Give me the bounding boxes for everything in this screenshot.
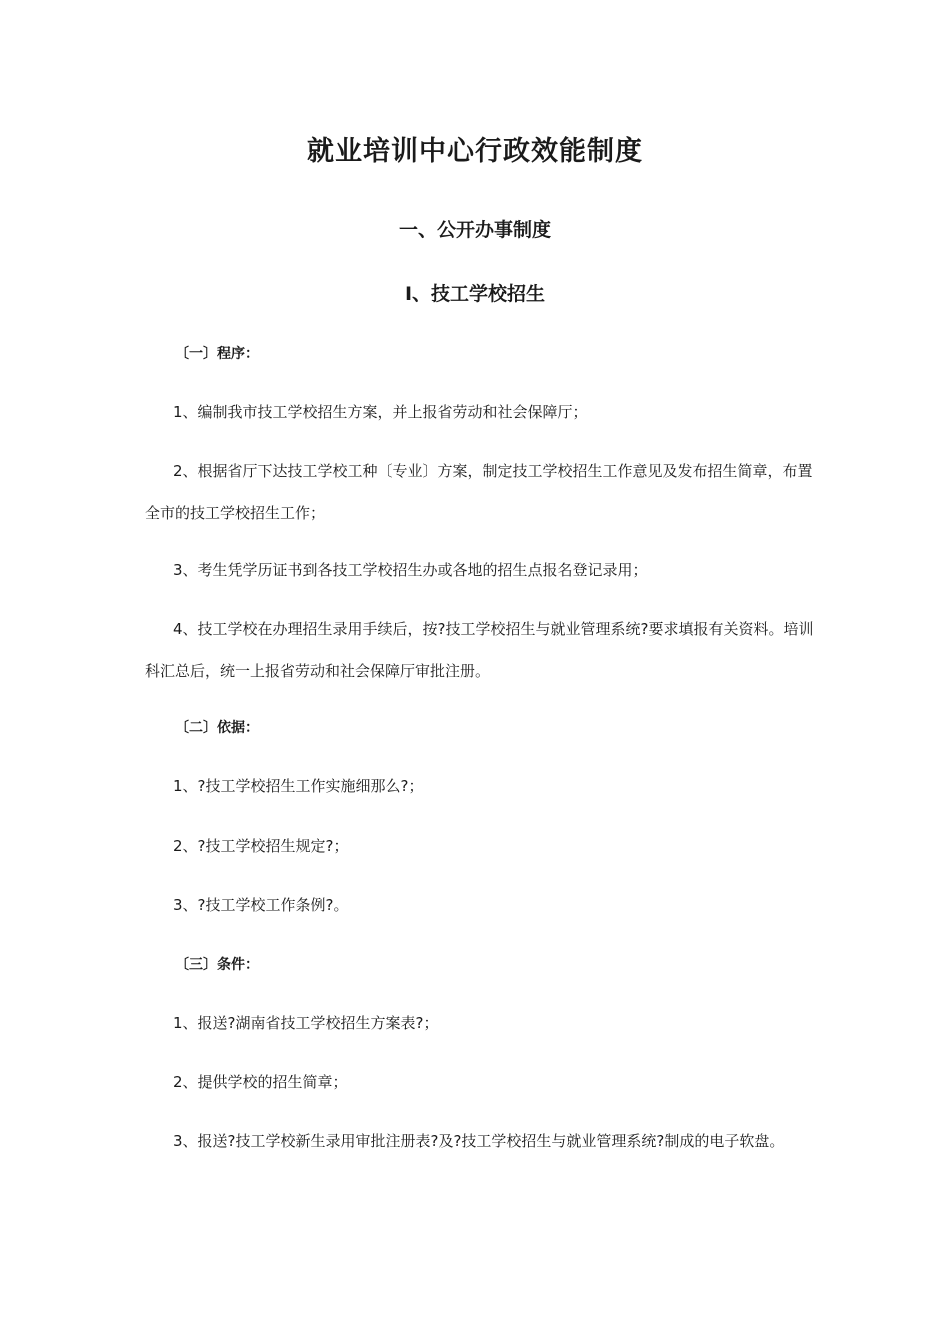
procedure-item-2: 2、根据省厅下达技工学校工种〔专业〕方案，制定技工学校招生工作意见及发布招生简章，布置全市的技工学校招生工作； bbox=[145, 462, 813, 522]
document-title: 就业培训中心行政效能制度 bbox=[307, 136, 643, 167]
conditions-item-3: 3、报送?技工学校新生录用审批注册表?及?技工学校招生与就业管理系统?制成的电子软盘。 bbox=[173, 1132, 785, 1150]
procedure-heading: 〔一〕程序： bbox=[175, 346, 259, 362]
conditions-item-2: 2、提供学校的招生简章； bbox=[173, 1073, 348, 1091]
procedure-item-1: 1、编制我市技工学校招生方案，并上报省劳动和社会保障厅； bbox=[173, 403, 588, 421]
basis-item-2: 2、?技工学校招生规定?； bbox=[173, 837, 349, 855]
section-heading: 一、公开办事制度 bbox=[398, 219, 551, 241]
subsection-heading: Ⅰ、技工学校招生 bbox=[404, 283, 546, 305]
procedure-item-3: 3、考生凭学历证书到各技工学校招生办或各地的招生点报名登记录用； bbox=[173, 561, 648, 579]
basis-heading: 〔二〕依据： bbox=[175, 720, 259, 736]
basis-item-1: 1、?技工学校招生工作实施细那么?； bbox=[173, 777, 424, 795]
basis-item-3: 3、?技工学校工作条例?。 bbox=[173, 896, 349, 914]
conditions-item-1: 1、报送?湖南省技工学校招生方案表?； bbox=[173, 1014, 439, 1032]
procedure-item-4: 4、技工学校在办理招生录用手续后，按?技工学校招生与就业管理系统?要求填报有关资料。培训科汇总后，统一上报省劳动和社会保障厅审批注册。 bbox=[145, 620, 814, 680]
conditions-heading: 〔三〕条件： bbox=[175, 957, 259, 973]
